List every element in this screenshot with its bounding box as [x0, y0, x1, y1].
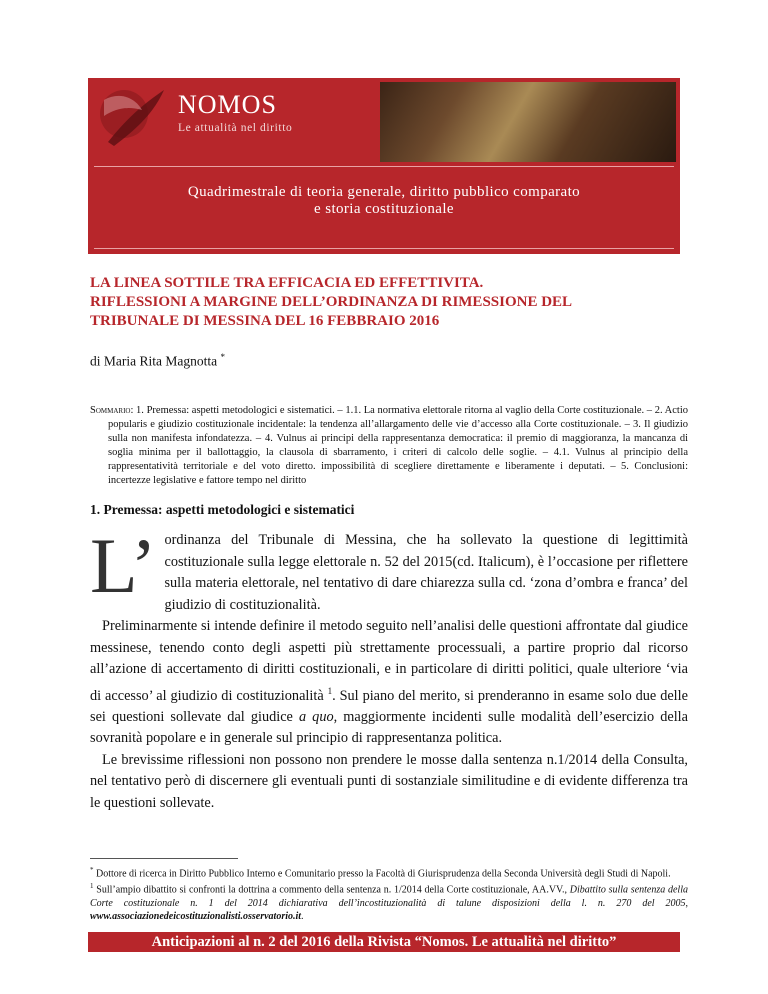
- article-author: [90, 352, 225, 370]
- paragraph-2-part-b: . Sul piano del merito, si prenderanno in esame solo due delle sei questioni sollevate dal giudice: [90, 687, 688, 725]
- article-title: [90, 274, 688, 331]
- footnote-1-text-b: ,: [685, 897, 688, 909]
- article-body: [90, 522, 688, 814]
- journal-name: NOMOS: [178, 90, 277, 119]
- banner-divider: [94, 166, 674, 167]
- title-line2: RIFLESSIONI A MARGINE DELL’ORDINANZA DI RIMESSIONE DEL: [90, 294, 573, 310]
- summary: [90, 404, 688, 488]
- footnote-star-mark: *: [90, 866, 94, 874]
- tagline-line2: e storia costituzionale: [314, 201, 454, 217]
- author-name: di Maria Rita Magnotta: [90, 353, 218, 369]
- footnote-1-end: .: [301, 910, 304, 922]
- footnote-ref-1[interactable]: 1: [327, 685, 333, 696]
- author-footnote-mark[interactable]: *: [220, 352, 225, 362]
- summary-text: : 1. Premessa: aspetti metodologici e sistematici. – 1.1. La normativa elettorale ritorna al vaglio della Corte costituzionale. – 2. Actio popularis e giudizio costituzionale incidentale: la tendenza all’allargamento delle vie d’accesso alla Corte costituzionale. – 3. Il giudizio sulla non manifesta infondatezza. – 4. Vulnus ai principi della rappresentanza democratica: il premio di maggioranza, la mancanza di soglia minima per il ballottaggio, la clausola di sbarramento, i criteri di calcolo delle soglie. – 4.1. Vulnus al principio della rappresentatività territoriale e del voto diretto. impossibilità di scegliere direttamente e liberamente i deputati. – 5. Conclusioni: incertezze legislative e fattore tempo nel diritto: [108, 405, 688, 486]
- footer-bar: Anticipazioni al n. 2 del 2016 della Rivista “Nomos. Le attualità nel diritto”: [88, 932, 680, 952]
- section-heading: 1. Premessa: aspetti metodologici e sistematici: [90, 502, 355, 517]
- footnote-1: [90, 880, 688, 922]
- paragraph-2-part-a: Preliminarmente si intende definire il metodo seguito nell’analisi delle questioni affrontate dal giudice messinese, tenendo conto degli aspetti più strettamente processuali, a partire proprio dal ricorso all’azione di accertamento di diritti costituzionali, e in particolare di diritti politici, quale ulteriore ‘via di accesso’ al giudizio di costituzionalità: [90, 618, 688, 704]
- footnote-rule: [90, 858, 238, 859]
- footnote-1-italic: Dibattito sulla sentenza della Corte costituzionale n. 1 del 2014 dichiarativa dell’incostituzionalità di talune disposizioni della l. n. 270 del 2005: [90, 884, 688, 909]
- summary-label: Sommario: [90, 405, 131, 416]
- drop-cap: L’: [90, 522, 157, 609]
- title-line1: LA LINEA SOTTILE TRA EFFICACIA ED EFFETTIVITA.: [90, 275, 484, 291]
- journal-banner: [88, 78, 680, 254]
- paragraph-2-part-c: , maggiormente incidenti sulle modalità dell’esercizio della sovranità popolare e in generale sul principio di rappresentanza politica.: [90, 708, 688, 747]
- paragraph-1: ordinanza del Tribunale di Messina, che ha sollevato la questione di legittimità costituzionale sulla legge elettorale n. 52 del 2015(cd. Italicum), è l’occasione per riflettere sulla materia elettorale, nel tentativo di dare chiarezza sulla cd. ‘zona d’ombra e franca’ del giudizio di costituzionalità.: [164, 532, 688, 613]
- footnote-1-mark: 1: [90, 882, 94, 891]
- paragraph-3: Le brevissime riflessioni non possono non prendere le mosse dalla sentenza n.1/2014 della Consulta, nel tentativo però di discernere gli eventuali punti di sostanziale similitudine e di evidente differenza tra le questioni sollevate.: [90, 751, 688, 811]
- journal-subtitle: Le attualità nel diritto: [178, 122, 293, 134]
- banner-divider-bottom: [94, 248, 674, 249]
- tagline-line1: Quadrimestrale di teoria generale, diritto pubblico comparato: [187, 184, 581, 200]
- paragraph-2: [90, 616, 688, 750]
- a-quo-term: a quo: [298, 708, 334, 725]
- journal-tagline: [88, 184, 680, 218]
- footnote-star: [90, 864, 688, 880]
- banner-painting-image: [380, 82, 676, 162]
- title-line3: TRIBUNALE DI MESSINA DEL 16 FEBBRAIO 2016: [90, 313, 440, 329]
- footnotes: [90, 864, 688, 923]
- footnote-1-link[interactable]: www.associazionedeicostituzionalisti.osservatorio.it: [90, 910, 302, 922]
- footnote-star-text: Dottore di ricerca in Diritto Pubblico Interno e Comunitario presso la Facoltà di Giurisprudenza della Seconda Università degli Studi di Napoli.: [93, 868, 671, 880]
- footnote-1-text-a: Sull’ampio dibattito si confronti la dottrina a commento della sentenza n. 1/2014 della Corte costituzionale, AA.VV.,: [93, 884, 570, 896]
